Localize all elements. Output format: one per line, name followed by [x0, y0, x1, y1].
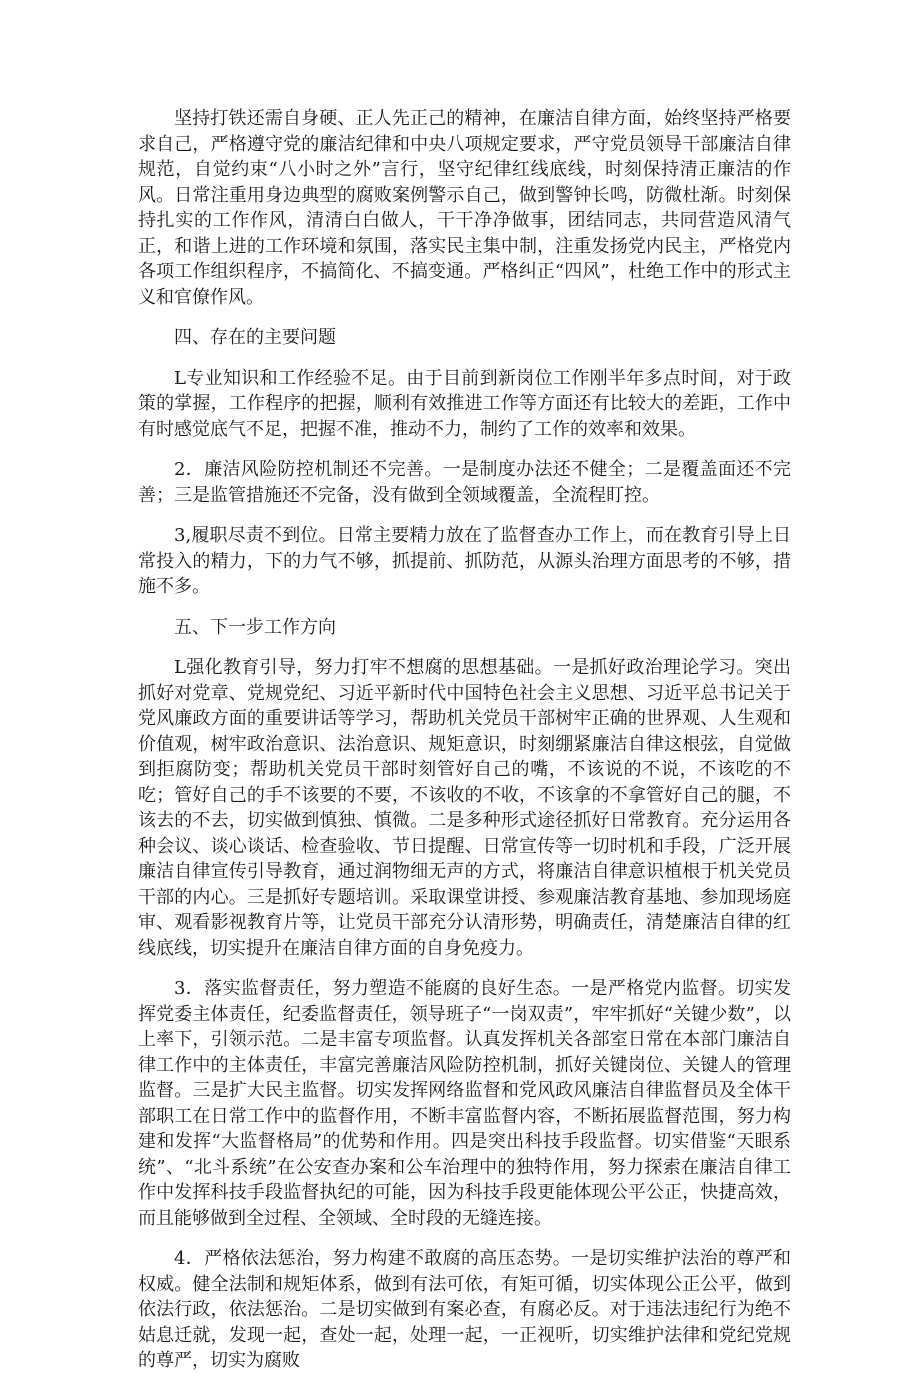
paragraph-problem-2: 2．廉洁风险防控机制还不完善。一是制度办法还不健全；二是覆盖面还不完善；三是监管措施还不完备，没有做到全领域覆盖，全流程盯控。 — [138, 459, 791, 506]
paragraph-problem-3: 3,履职尽责不到位。日常主要精力放在了监督查办工作上，而在教育引导上日常投入的精力，下的力气不够，抓提前、抓防范，从源头治理方面思考的不够，措施不多。 — [138, 525, 791, 597]
paragraph-step-4: 4．严格依法惩治，努力构建不敢腐的高压态势。一是切实维护法治的尊严和权威。健全法制和规矩体系，做到有法可依，有矩可循，切实体现公正公平，做到依法行政，依法惩治。二是切实做到有案必查，有腐必反。对于违法违纪行为绝不姑息迁就，发现一起，查处一起，处理一起，一正视听，切实维护法律和党纪党规的尊严，切实为腐败 — [138, 1248, 791, 1371]
document-body — [138, 106, 791, 1389]
paragraph-step-3: 3．落实监督责任，努力塑造不能腐的良好生态。一是严格党内监督。切实发挥党委主体责任，纪委监督责任，领导班子“一岗双责”，牢牢抓好“关键少数”，以上率下，引领示范。二是丰富专项监督。认真发挥机关各部室日常在本部门廉洁自律工作中的主体责任，丰富完善廉洁风险防控机制，抓好关键岗位、关键人的管理监督。三是扩大民主监督。切实发挥网络监督和党风政风廉洁自律监督员及全体干部职工在日常工作中的监督作用，不断丰富监督内容，不断拓展监督范围，努力构建和发挥“大监督格局”的优势和作用。四是突出科技手段监督。切实借鉴“天眼系统”、“北斗系统”在公安查办案和公车治理中的独特作用，努力探索在廉洁自律工作中发挥科技手段监督执纪的可能，因为科技手段更能体现公平公正，快捷高效，而且能够做到全过程、全领域、全时段的无缝连接。 — [138, 978, 791, 1229]
section-heading-problems: 四、存在的主要问题 — [174, 327, 336, 348]
paragraph-self-discipline: 坚持打铁还需自身硬、正人先正己的精神，在廉洁自律方面，始终坚持严格要求自己，严格遵守党的廉洁纪律和中央八项规定要求，严守党员领导干部廉洁自律规范，自觉约束“八小时之外”言行，坚守纪律红线底线，时刻保持清正廉洁的作风。日常注重用身边典型的腐败案例警示自己，做到警钟长鸣，防微杜渐。时刻保持扎实的工作作风，清清白白做人，干干净净做事，团结同志，共同营造风清气正，和谐上进的工作环境和氛围，落实民主集中制，注重发扬党内民主，严格党内各项工作组织程序，不搞简化、不搞变通。严格纠正“四风”，杜绝工作中的形式主义和官僚作风。 — [138, 108, 791, 308]
paragraph-problem-1: L专业知识和工作经验不足。由于目前到新岗位工作刚半年多点时间，对于政策的掌握，工作程序的把握，顺利有效推进工作等方面还有比较大的差距，工作中有时感觉底气不足，把握不准，推动不力，制约了工作的效率和效果。 — [138, 367, 791, 440]
section-heading-next-steps: 五、下一步工作方向 — [174, 616, 336, 638]
paragraph-step-1: L强化教育引导，努力打牢不想腐的思想基础。一是抓好政治理论学习。突出抓好对党章、党规党纪、习近平新时代中国特色社会主义思想、习近平总书记关于党风廉政方面的重要讲话等学习，帮助机关党员干部树牢正确的世界观、人生观和价值观，树牢政治意识、法治意识、规矩意识，时刻绷紧廉洁自律这根弦，自觉做到拒腐防变；帮助机关党员干部时刻管好自己的嘴，不该说的不说，不该吃的不吃；管好自己的手不该要的不要，不该收的不收，不该拿的不拿管好自己的腿，不该去的不去，切实做到慎独、慎微。二是多种形式途径抓好日常教育。充分运用各种会议、谈心谈话、检查验收、节日提醒、日常宣传等一切时机和手段，广泛开展廉洁自律宣传引导教育，通过润物细无声的方式，将廉洁自律意识植根于机关党员干部的内心。三是抓好专题培训。采取课堂讲授、参观廉洁教育基地、参加现场庭审、观看影视教育片等，让党员干部充分认清形势，明确责任，清楚廉洁自律的红线底线，切实提升在廉洁自律方面的自身免疫力。 — [138, 657, 791, 959]
